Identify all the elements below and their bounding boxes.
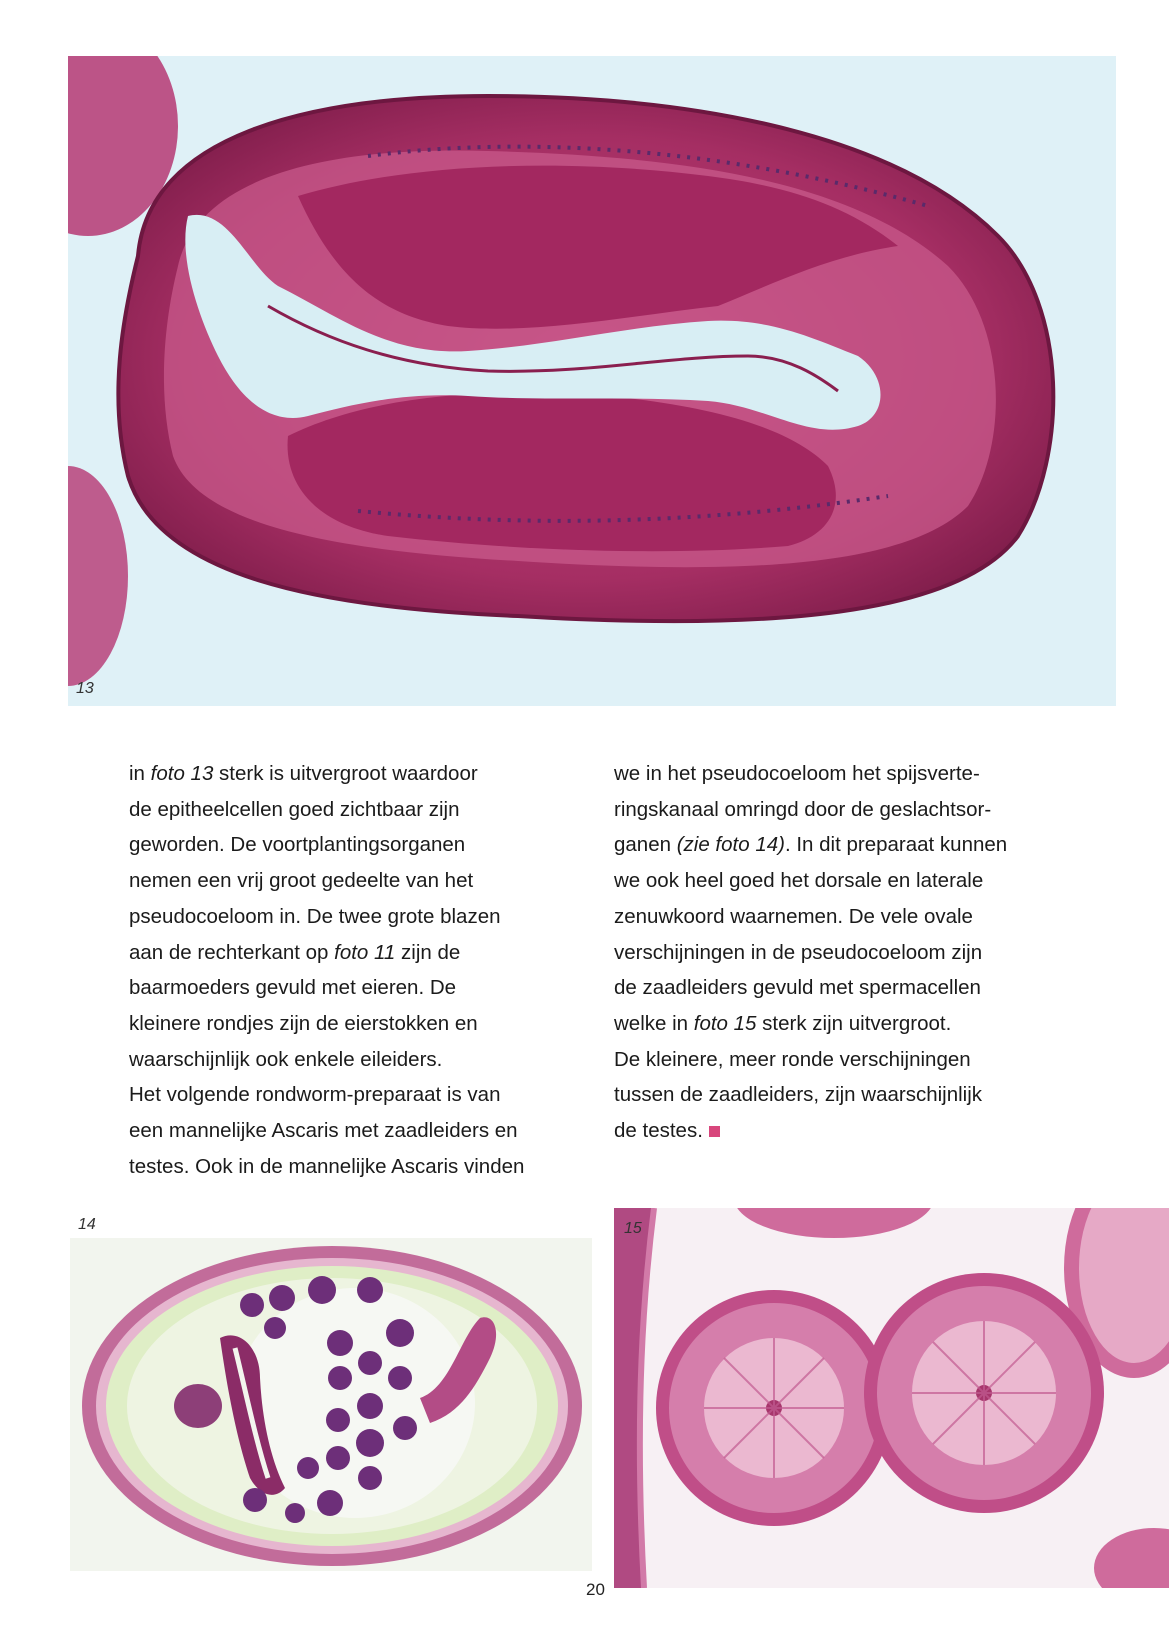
text-segment: tussen de zaadleiders, zijn waarschijnlijk (614, 1083, 983, 1107)
text-line (129, 899, 589, 935)
text-segment: Het volgende rondworm-preparaat is van (129, 1083, 501, 1107)
text-line (129, 1077, 589, 1113)
text-segment: we in het pseudocoeloom het spijsverte- (614, 762, 980, 785)
text-line (614, 792, 1084, 828)
text-line (614, 1077, 1084, 1113)
micrograph-13-image (68, 56, 1116, 706)
text-line (129, 792, 589, 828)
text-column-left (129, 756, 589, 1184)
text-segment: kleinere rondjes zijn de eierstokken en (129, 1011, 478, 1035)
text-segment: zijn de (395, 940, 461, 964)
text-line (614, 1006, 1084, 1042)
figure-number-14: 14 (78, 1216, 96, 1233)
micrograph-14 (70, 1238, 592, 1571)
text-segment: nemen een vrij groot gedeelte van het (129, 869, 474, 893)
photo-reference: foto 15 (693, 1011, 757, 1035)
figure-number-15: 15 (624, 1220, 642, 1237)
text-line (129, 1042, 589, 1078)
text-line (614, 935, 1084, 971)
text-line (614, 863, 1084, 899)
text-line (614, 756, 1084, 792)
text-segment: . In dit preparaat kunnen (784, 833, 1008, 857)
text-line (614, 827, 1084, 863)
text-line (129, 1113, 589, 1149)
text-line (129, 935, 589, 971)
text-segment: testes. Ook in de mannelijke Ascaris vinden (129, 1154, 525, 1178)
text-line (129, 1149, 589, 1185)
micrograph-13 (68, 56, 1116, 706)
text-segment: waarschijnlijk ook enkele eileiders. (129, 1047, 443, 1071)
text-line (614, 970, 1084, 1006)
text-segment: zenuwkoord waarnemen. De vele ovale (614, 904, 973, 928)
figure-number-13: 13 (76, 680, 94, 697)
text-segment: we ook heel goed het dorsale en laterale (614, 869, 984, 893)
text-line (129, 863, 589, 899)
text-segment: in (129, 762, 151, 785)
photo-reference: foto 13 (150, 762, 214, 785)
text-segment: sterk is uitvergroot waardoor (213, 762, 478, 785)
text-segment: ringskanaal omringd door de geslachtsor- (614, 797, 992, 821)
text-segment: sterk zijn uitvergroot. (756, 1011, 952, 1035)
text-segment: De kleinere, meer ronde verschijningen (614, 1047, 971, 1071)
text-segment: ganen (614, 833, 677, 857)
text-line (614, 1113, 1084, 1149)
photo-reference: foto 11 (334, 940, 396, 964)
text-segment: geworden. De voortplantingsorganen (129, 833, 466, 857)
text-segment: aan de rechterkant op (129, 940, 335, 964)
micrograph-14-image (70, 1238, 592, 1571)
text-segment: welke in (614, 1011, 694, 1035)
text-segment: verschijningen in de pseudocoeloom zijn (614, 940, 983, 964)
end-of-article-mark (709, 1126, 720, 1137)
text-segment: de testes. (614, 1119, 703, 1143)
text-segment: de epitheelcellen goed zichtbaar zijn (129, 797, 460, 821)
page-number: 20 (586, 1580, 605, 1599)
micrograph-15-image (614, 1208, 1169, 1588)
text-segment: pseudocoeloom in. De twee grote blazen (129, 904, 501, 928)
text-segment: baarmoeders gevuld met eieren. De (129, 976, 457, 1000)
text-line (129, 756, 589, 792)
text-segment: de zaadleiders gevuld met spermacellen (614, 976, 981, 1000)
text-line (614, 1042, 1084, 1078)
text-line (129, 1006, 589, 1042)
text-line (129, 827, 589, 863)
photo-reference: (zie foto 14) (676, 833, 785, 857)
text-line (129, 970, 589, 1006)
text-column-right (614, 756, 1084, 1149)
micrograph-15 (614, 1208, 1169, 1588)
text-segment: een mannelijke Ascaris met zaadleiders en (129, 1119, 518, 1143)
text-line (614, 899, 1084, 935)
